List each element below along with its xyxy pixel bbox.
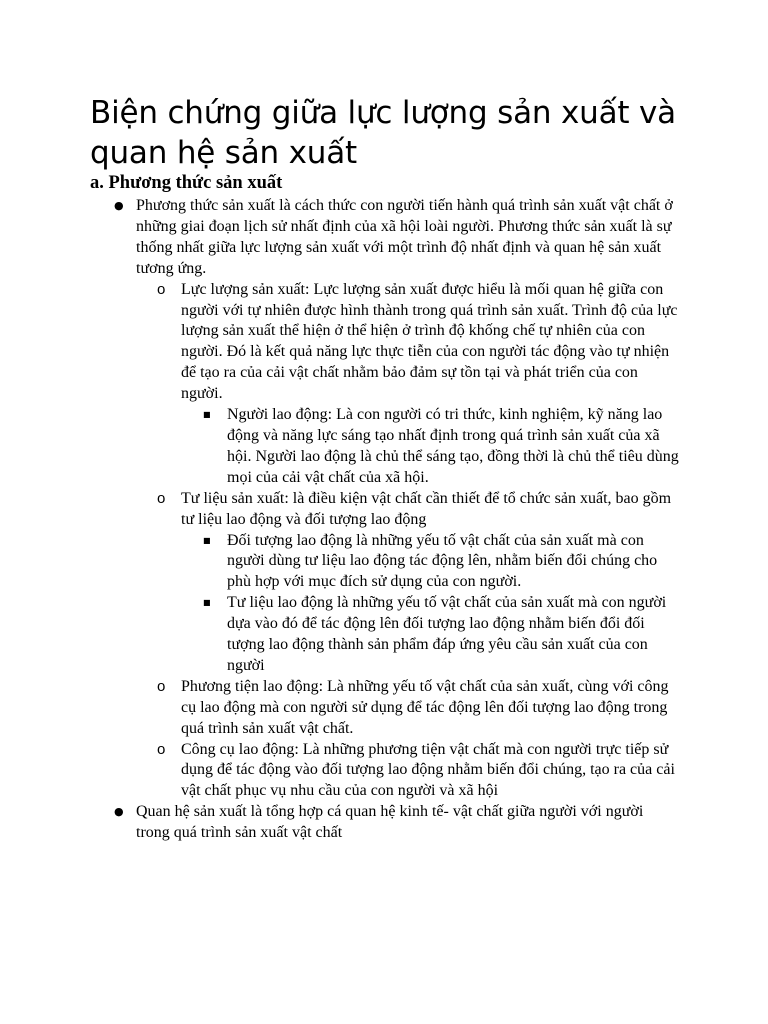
list-item-level1 (114, 802, 676, 844)
bullet-square-icon: ■ (203, 410, 211, 420)
document-body (0, 196, 768, 844)
bullet-circle-icon: o (157, 677, 166, 695)
list-item-text: Đối tượng lao động là những yếu tố vật chất của sản xuất mà con người dùng tư liệu lao động tác động lên, nhằm biến đổi chúng cho phù hợp với mục đích sử dụng của con người. (227, 531, 658, 591)
list-item-text: Phương tiện lao động: Là những yếu tố vật chất của sản xuất, cùng với công cụ lao động mà con người sử dụng để tác động lên đối tượng lao động trong quá trình sản xuất vật chất. (181, 677, 669, 737)
list-item-level2 (157, 280, 681, 405)
document-title: Biện chứng giữa lực lượng sản xuất và quan hệ sản xuất (90, 95, 676, 171)
list-item-level2 (157, 740, 681, 803)
list-item-text: Tư liệu sản xuất: là điều kiện vật chất cần thiết để tổ chức sản xuất, bao gồm tư liệu lao động và đối tượng lao động (181, 489, 672, 528)
list-item-level1 (114, 196, 676, 280)
list-item-text: Phương thức sản xuất là cách thức con người tiến hành quá trình sản xuất vật chất ở những giai đoạn lịch sử nhất định của xã hội loài người. Phương thức sản xuất là sự thống nhất giữa lực lượng sản xuất với một trình độ nhất định và quan hệ sản xuất tương ứng. (136, 197, 673, 277)
section-heading: a. Phương thức sản xuất (90, 173, 283, 193)
bullet-square-icon: ■ (203, 535, 211, 545)
list-item-level2 (157, 677, 681, 740)
bullet-circle-icon: o (157, 280, 166, 298)
list-item-level2 (157, 489, 681, 531)
list-item-text: Công cụ lao động: Là những phương tiện vật chất mà con người trực tiếp sử dụng để tác động vào đối tượng lao động nhằm biến đổi chúng, tạo ra của cải vật chất phục vụ nhu cầu của con người và xã hội (181, 740, 675, 800)
list-item-text: Lực lượng sản xuất: Lực lượng sản xuất được hiểu là mối quan hệ giữa con người với tự nhiên được hình thành trong quá trình sản xuất. Trình độ của lực lượng sản xuất thể hiện ở thể hiện ở trình độ khống chế tự nhiên của con người. Đó là kết quả năng lực thực tiễn của con người tác động vào tự nhiện để tạo ra của cải vật chất nhằm bảo đảm sự tồn tại và phát triển của con người. (181, 280, 678, 403)
bullet-disc-icon: ● (114, 805, 124, 819)
list-item-text: Người lao động: Là con người có tri thức, kinh nghiệm, kỹ năng lao động và năng lực sáng tạo nhất định trong quá trình sản xuất của xã hội. Người lao động là chủ thể sáng tạo, đồng thời là chủ thể tiêu dùng mọi của cải vật chất của xã hội. (227, 406, 679, 486)
list-item-level3 (203, 531, 682, 594)
list-item-level3 (203, 593, 682, 677)
bullet-square-icon: ■ (203, 598, 211, 608)
bullet-circle-icon: o (157, 740, 166, 758)
bullet-circle-icon: o (157, 489, 166, 507)
list-item-text: Quan hệ sản xuất là tổng hợp cá quan hệ kinh tế- vật chất giữa người với người trong quá trình sản xuất vật chất (136, 803, 644, 842)
list-item-level3 (203, 405, 682, 489)
list-item-text: Tư liệu lao động là những yếu tố vật chất của sản xuất mà con người dựa vào đó để tác động lên đối tượng lao động nhằm biến đổi đối tượng lao động thành sản phẩm đáp ứng yêu cầu sản xuất của con người (227, 594, 667, 674)
bullet-disc-icon: ● (114, 199, 124, 212)
